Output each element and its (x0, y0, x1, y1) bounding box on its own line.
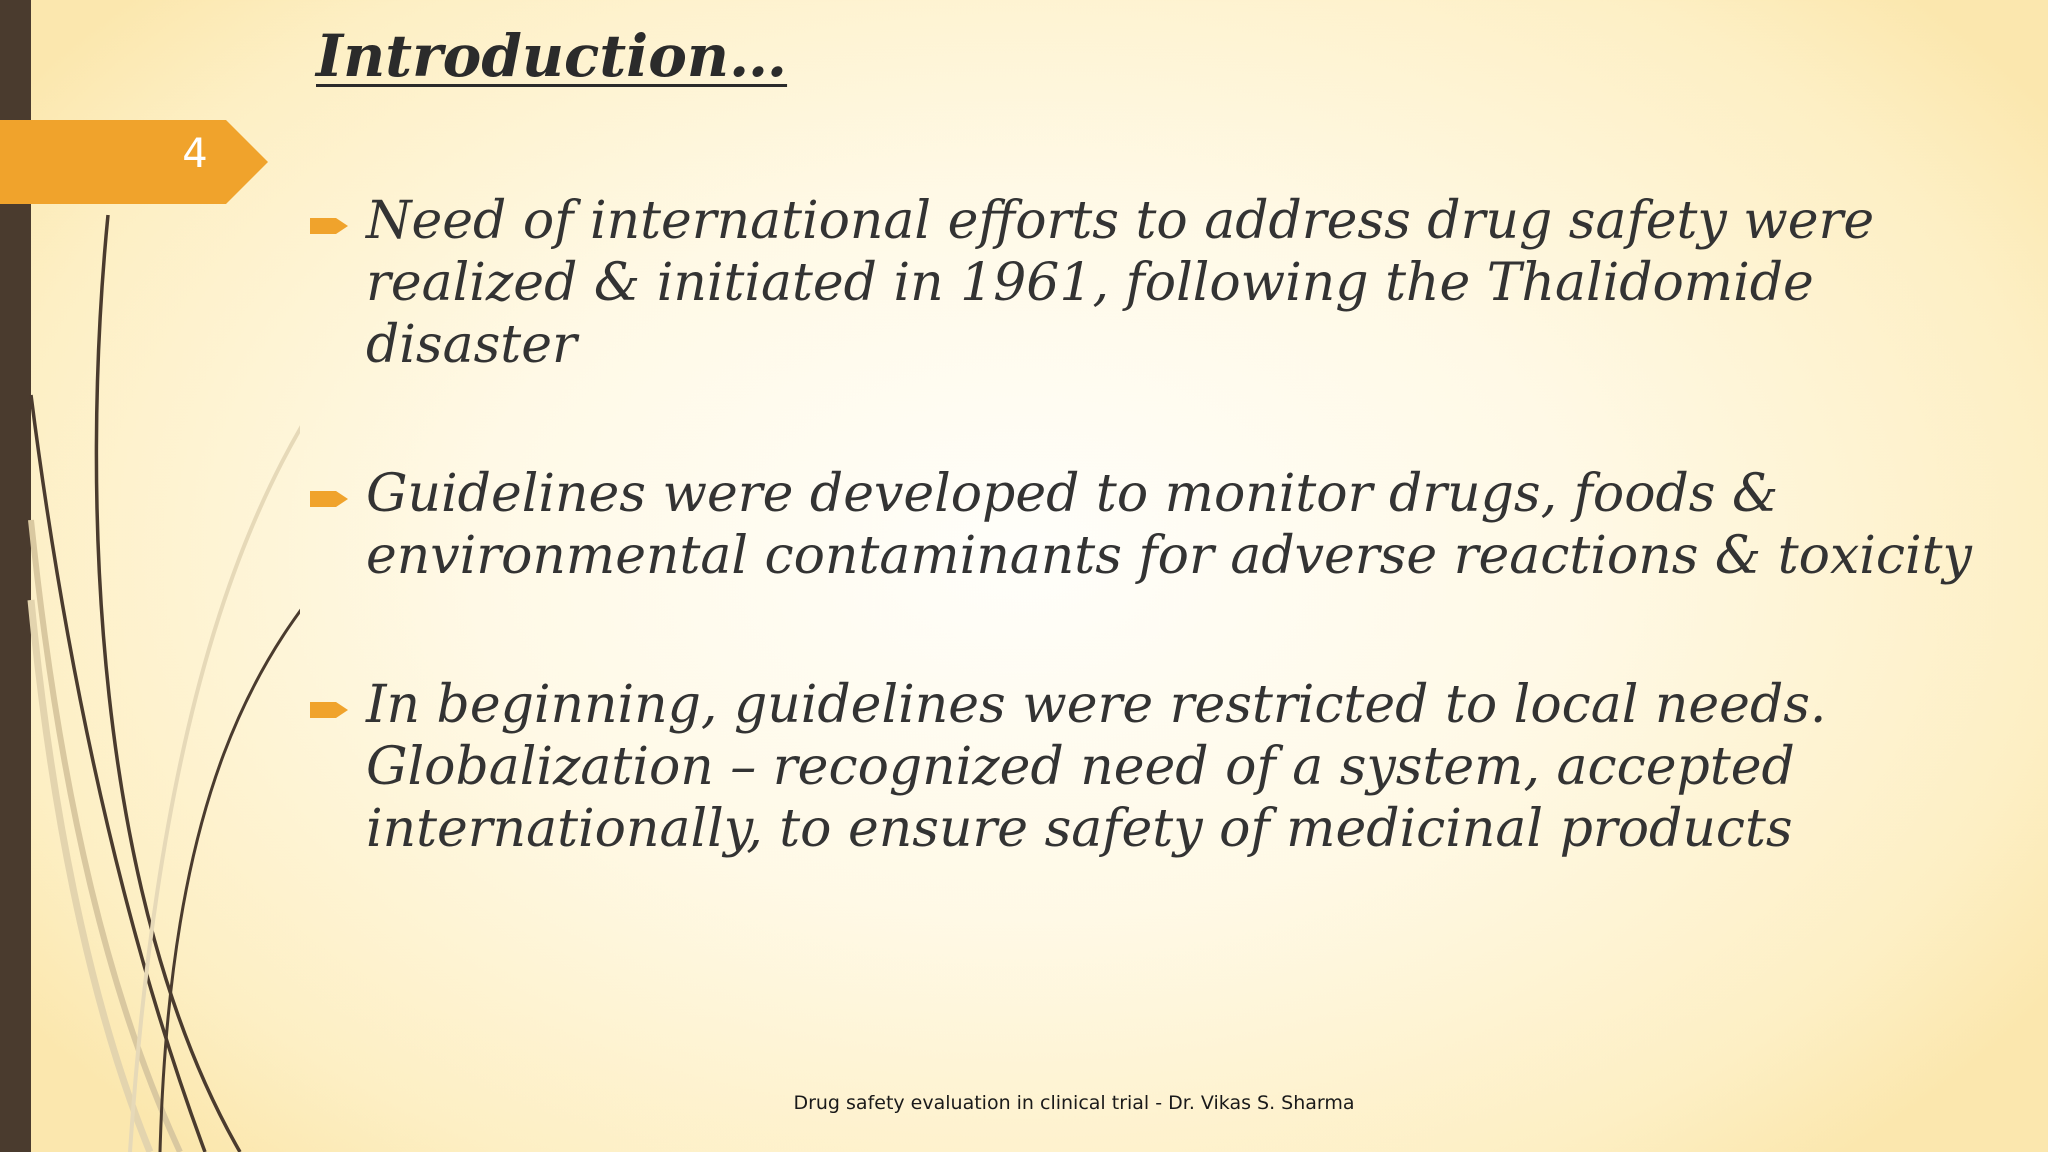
bullet-item (310, 190, 1990, 376)
arrow-right-icon (310, 489, 348, 509)
arrow-right-icon (310, 700, 348, 720)
slide-number: 4 (182, 131, 208, 177)
bullet-text: Guidelines were developed to monitor drugs, foods & environmental contaminants for adverse reactions & toxicity (366, 464, 1972, 586)
bullet-text: Need of international efforts to address drug safety were realized & initiated in 1961, following the Thalidomide disaster (366, 191, 1875, 375)
bullet-list (310, 190, 1990, 860)
slide-footer: Drug safety evaluation in clinical trial - Dr. Vikas S. Sharma (793, 1092, 1355, 1114)
bullet-item (310, 674, 1990, 860)
slide-title: Introduction… (316, 22, 788, 90)
arrow-right-icon (310, 216, 348, 236)
bullet-text: In beginning, guidelines were restricted to local needs. Globalization – recognized need of a system, accepted internationally, to ensure safety of medicinal products (366, 675, 1827, 859)
bullet-item (310, 463, 1990, 587)
